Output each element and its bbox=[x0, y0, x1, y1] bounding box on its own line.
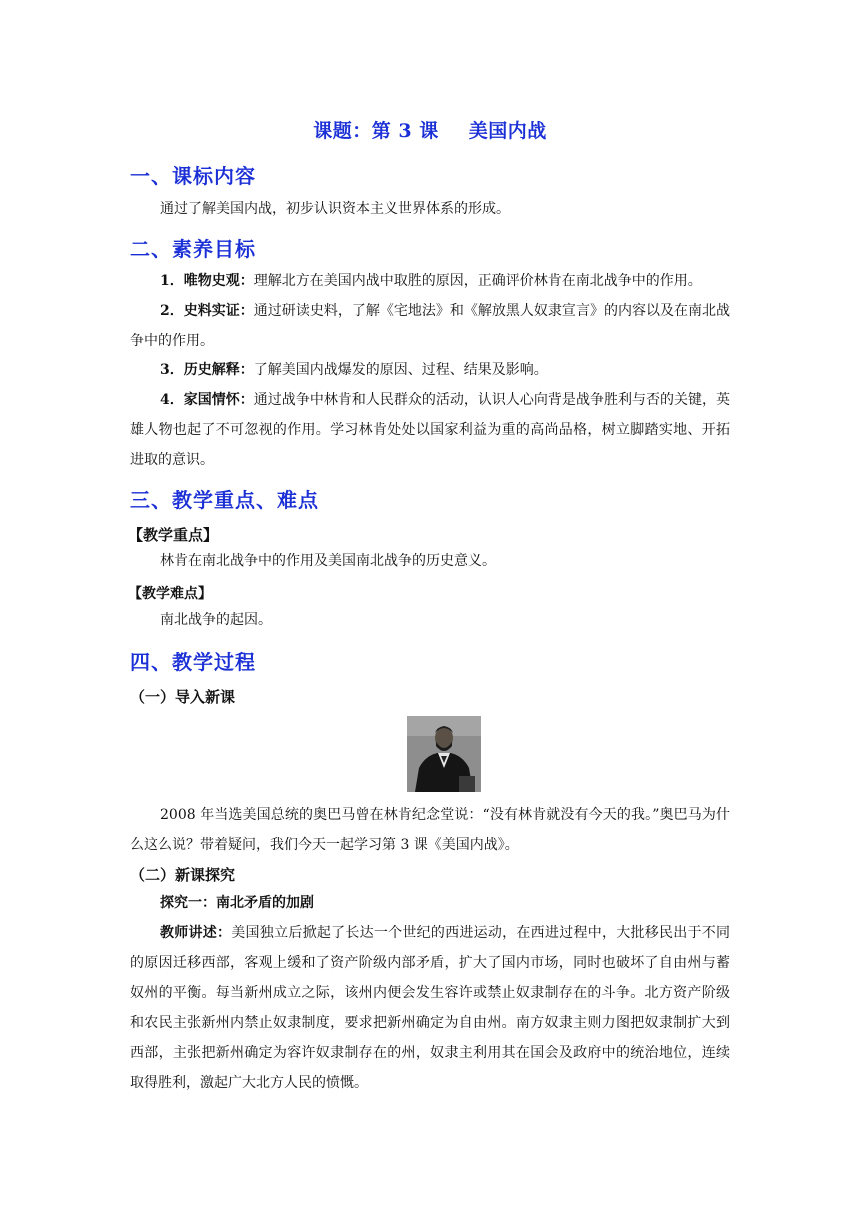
goal-label: 4．家国情怀： bbox=[160, 392, 254, 408]
teacher-label: 教师讲述： bbox=[160, 925, 232, 941]
goal-label: 2．史料实证： bbox=[160, 303, 254, 319]
goal-text: 理解北方在美国内战中取胜的原因，正确评价林肯在南北战争中的作用。 bbox=[253, 273, 702, 289]
difficult-point-label: 【教学难点】 bbox=[128, 586, 212, 602]
goal-text: 通过战争中林肯和人民群众的活动，认识人心向背是战争胜利与否的关键，英雄人物也起了不可忽视的作用。学习林肯处处以国家利益为重的高尚品格，树立脚踏实地、开拓进取的意识。 bbox=[130, 392, 731, 468]
title-name: 美国内战 bbox=[468, 120, 547, 142]
standard-text: 通过了解美国内战，初步认识资本主义世界体系的形成。 bbox=[160, 201, 510, 217]
teacher-text: 美国独立后掀起了长达一个世纪的西进运动，在西进过程中，大批移民出于不同的原因迁移西部，客观上缓和了资产阶级内部矛盾，扩大了国内市场，同时也破坏了自由州与蓄奴州的平衡。每当新州成立之际，该州内便会发生容许或禁止奴隶制存在的斗争。北方资产阶级和农民主张新州内禁止奴隶制度，要求把新州确定为自由州。南方奴隶主则力图把奴隶制扩大到西部，主张把新州确定为容许奴隶制存在的州，奴隶主利用其在国会及政府中的统治地位，连续取得胜利，激起广大北方人民的愤慨。 bbox=[130, 925, 731, 1091]
explore-heading: （二）新课探究 bbox=[130, 866, 236, 884]
title-lesson: 课题：第 3 课 bbox=[313, 120, 439, 142]
goal-text: 通过研读史料，了解《宅地法》和《解放黑人奴隶宣言》的内容以及在南北战争中的作用。 bbox=[130, 303, 731, 349]
goal-text: 了解美国内战爆发的原因、过程、结果及影响。 bbox=[253, 362, 548, 378]
goal-label: 1．唯物史观： bbox=[160, 273, 254, 289]
goal-label: 3．历史解释： bbox=[160, 362, 254, 378]
lincoln-portrait-image bbox=[407, 716, 481, 792]
teacher-narration bbox=[130, 918, 730, 1098]
section-heading-process: 四、教学过程 bbox=[130, 650, 256, 674]
goal-item bbox=[130, 385, 730, 475]
difficult-point-text: 南北战争的起因。 bbox=[160, 612, 272, 628]
section-heading-standard: 一、课标内容 bbox=[130, 164, 256, 188]
intro-text: 2008 年当选美国总统的奥巴马曾在林肯纪念堂说：“没有林肯就没有今天的我。”奥巴马为什么这么说？带着疑问，我们今天一起学习第 3 课《美国内战》。 bbox=[130, 807, 730, 853]
section-heading-key-points: 三、教学重点、难点 bbox=[130, 488, 319, 512]
key-point-text: 林肯在南北战争中的作用及美国南北战争的历史意义。 bbox=[160, 553, 496, 569]
goal-item bbox=[130, 355, 730, 385]
key-point-label: 【教学重点】 bbox=[128, 526, 219, 544]
explore-subheading: 探究一：南北矛盾的加剧 bbox=[160, 895, 314, 911]
goal-item bbox=[130, 296, 730, 356]
goal-item bbox=[130, 266, 730, 296]
page-title bbox=[0, 116, 860, 143]
intro-heading: （一）导入新课 bbox=[130, 688, 236, 706]
section-heading-goals: 二、素养目标 bbox=[130, 237, 256, 261]
